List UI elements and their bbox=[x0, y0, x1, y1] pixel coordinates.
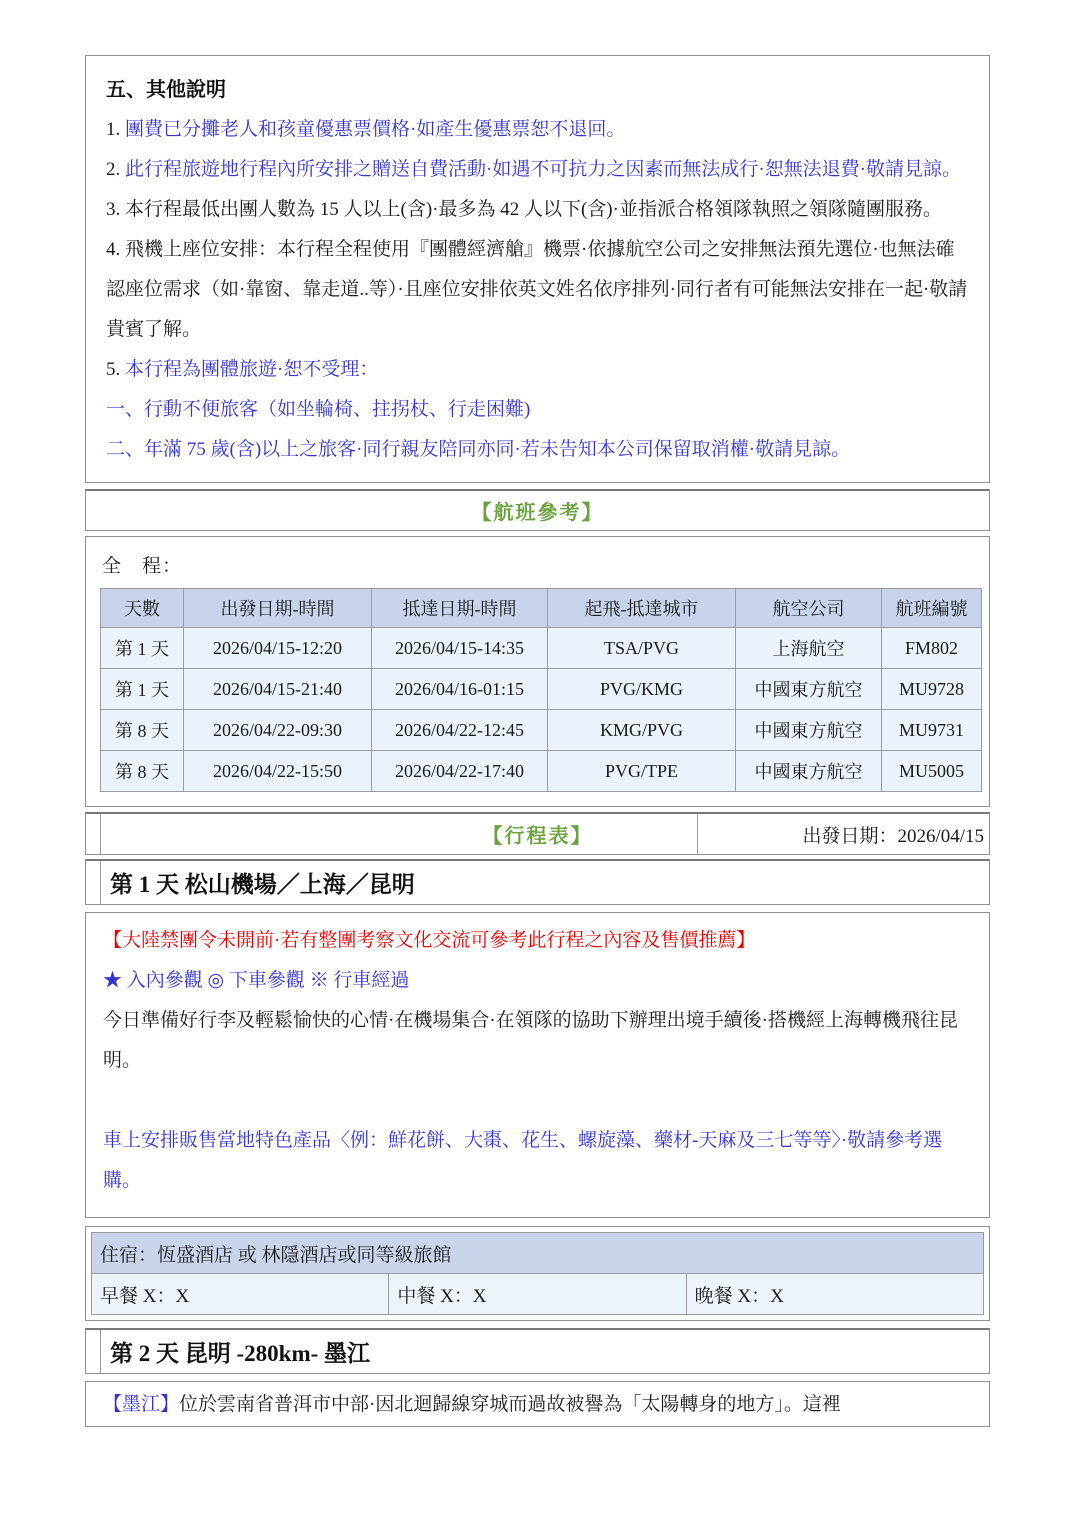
cell-cities: PVG/KMG bbox=[548, 669, 736, 710]
shopping-note: 車上安排販售當地特色產品〈例：鮮花餅、大棗、花生、螺旋藻、藥材-天麻及三七等等〉·敬請參考選購。 bbox=[103, 1130, 943, 1191]
day2-heading-bar bbox=[85, 1328, 990, 1374]
cell-arrive: 2026/04/16-01:15 bbox=[372, 669, 548, 710]
flight-table bbox=[100, 588, 982, 792]
cell-cities: TSA/PVG bbox=[548, 628, 736, 669]
cell-depart: 2026/04/22-15:50 bbox=[184, 751, 372, 792]
flight-leadin: 全 程： bbox=[102, 556, 183, 577]
lodging-table bbox=[91, 1232, 984, 1315]
day1-heading-bar bbox=[85, 859, 990, 905]
cell-day: 第 1 天 bbox=[101, 628, 184, 669]
itinerary-header-bar bbox=[85, 812, 990, 855]
meals-row bbox=[92, 1274, 984, 1315]
cell-airline: 中國東方航空 bbox=[736, 669, 882, 710]
cell-arrive: 2026/04/22-12:45 bbox=[372, 710, 548, 751]
mainland-ban-notice: 【大陸禁團令未開前·若有整團考察文化交流可參考此行程之內容及售價推薦】 bbox=[103, 930, 756, 951]
departure-date: 出發日期：2026/04/15 bbox=[697, 814, 989, 854]
day2-heading: 第 2 天 昆明 -280km- 墨江 bbox=[110, 1341, 371, 1366]
col-header-cities: 起飛-抵達城市 bbox=[548, 589, 736, 628]
cell-day: 第 8 天 bbox=[101, 751, 184, 792]
cell-airline: 中國東方航空 bbox=[736, 710, 882, 751]
day1-heading: 第 1 天 松山機場／上海／昆明 bbox=[110, 872, 415, 897]
cell-day: 第 8 天 bbox=[101, 710, 184, 751]
flight-row bbox=[101, 628, 982, 669]
flight-reference-title: 【航班參考】 bbox=[471, 502, 604, 524]
day1-description: 今日準備好行李及輕鬆愉快的心情·在機場集合·在領隊的協助下辦理出境手續後·搭機經上海轉機飛往昆明。 bbox=[103, 1010, 958, 1071]
cell-airline: 中國東方航空 bbox=[736, 751, 882, 792]
flight-reference-header bbox=[85, 489, 990, 531]
cell-flightno: FM802 bbox=[882, 628, 982, 669]
breakfast-info: 早餐 X：X bbox=[92, 1274, 389, 1315]
col-header-airline: 航空公司 bbox=[736, 589, 882, 628]
flight-row bbox=[101, 751, 982, 792]
col-header-days: 天數 bbox=[101, 589, 184, 628]
note-item-2: 2. 此行程旅遊地行程內所安排之贈送自費活動·如遇不可抗力之因素而無法成行·恕無法退費·敬請見諒。 bbox=[106, 159, 961, 180]
flight-table-header-row bbox=[101, 589, 982, 628]
cell-depart: 2026/04/15-12:20 bbox=[184, 628, 372, 669]
col-header-flightno: 航班編號 bbox=[882, 589, 982, 628]
note-item-5: 5. 本行程為團體旅遊·恕不受理： bbox=[106, 359, 379, 380]
cell-depart: 2026/04/15-21:40 bbox=[184, 669, 372, 710]
sight-legend: ★ 入內參觀 ◎ 下車參觀 ※ 行車經過 bbox=[103, 970, 410, 991]
hotel-row bbox=[92, 1233, 984, 1274]
day1-content bbox=[85, 912, 990, 1218]
day2-content bbox=[85, 1381, 990, 1427]
lunch-info: 中餐 X：X bbox=[389, 1274, 686, 1315]
cell-flightno: MU9728 bbox=[882, 669, 982, 710]
cell-day: 第 1 天 bbox=[101, 669, 184, 710]
cell-cities: PVG/TPE bbox=[548, 751, 736, 792]
note-item-3: 3. 本行程最低出團人數為 15 人以上(含)·最多為 42 人以下(含)·並指派合格領隊執照之領隊隨團服務。 bbox=[106, 199, 942, 220]
note-subitem-1: 一、行動不便旅客（如坐輪椅、拄拐杖、行走困難) bbox=[106, 399, 531, 420]
flight-table-section bbox=[85, 536, 990, 807]
left-gutter bbox=[86, 861, 101, 904]
flight-row bbox=[101, 669, 982, 710]
cell-airline: 上海航空 bbox=[736, 628, 882, 669]
hotel-info: 住宿：恆盛酒店 或 林隱酒店或同等級旅館 bbox=[92, 1233, 984, 1274]
other-notes-section bbox=[85, 55, 990, 483]
lodging-section bbox=[85, 1226, 990, 1321]
note-subitem-2: 二、年滿 75 歲(含)以上之旅客·同行親友陪同亦同·若未告知本公司保留取消權·敬請見諒。 bbox=[106, 439, 851, 460]
note-item-1: 1. 團費已分攤老人和孩童優惠票價格·如產生優惠票恕不退回。 bbox=[106, 119, 626, 140]
cell-depart: 2026/04/22-09:30 bbox=[184, 710, 372, 751]
cell-arrive: 2026/04/22-17:40 bbox=[372, 751, 548, 792]
cell-cities: KMG/PVG bbox=[548, 710, 736, 751]
mojiang-label: 【墨江】 bbox=[103, 1394, 180, 1415]
flight-row bbox=[101, 710, 982, 751]
cell-flightno: MU5005 bbox=[882, 751, 982, 792]
note-item-4: 4. 飛機上座位安排：本行程全程使用『團體經濟艙』機票·依據航空公司之安排無法預先選位·也無法確認座位需求（如·靠窗、靠走道..等）·且座位安排依英文姓名依序排列·同行者有可能無法安排在一起·敬請貴賓了解。 bbox=[106, 239, 968, 340]
col-header-depart: 出發日期-時間 bbox=[184, 589, 372, 628]
other-notes-title: 五、其他說明 bbox=[106, 79, 226, 101]
cell-flightno: MU9731 bbox=[882, 710, 982, 751]
col-header-arrive: 抵達日期-時間 bbox=[372, 589, 548, 628]
itinerary-title: 【行程表】 bbox=[482, 825, 593, 848]
left-gutter bbox=[86, 1330, 101, 1373]
cell-arrive: 2026/04/15-14:35 bbox=[372, 628, 548, 669]
dinner-info: 晚餐 X：X bbox=[686, 1274, 983, 1315]
day2-description: 位於雲南省普洱市中部·因北迴歸線穿城而過故被譽為「太陽轉身的地方」。這裡 bbox=[179, 1394, 841, 1415]
